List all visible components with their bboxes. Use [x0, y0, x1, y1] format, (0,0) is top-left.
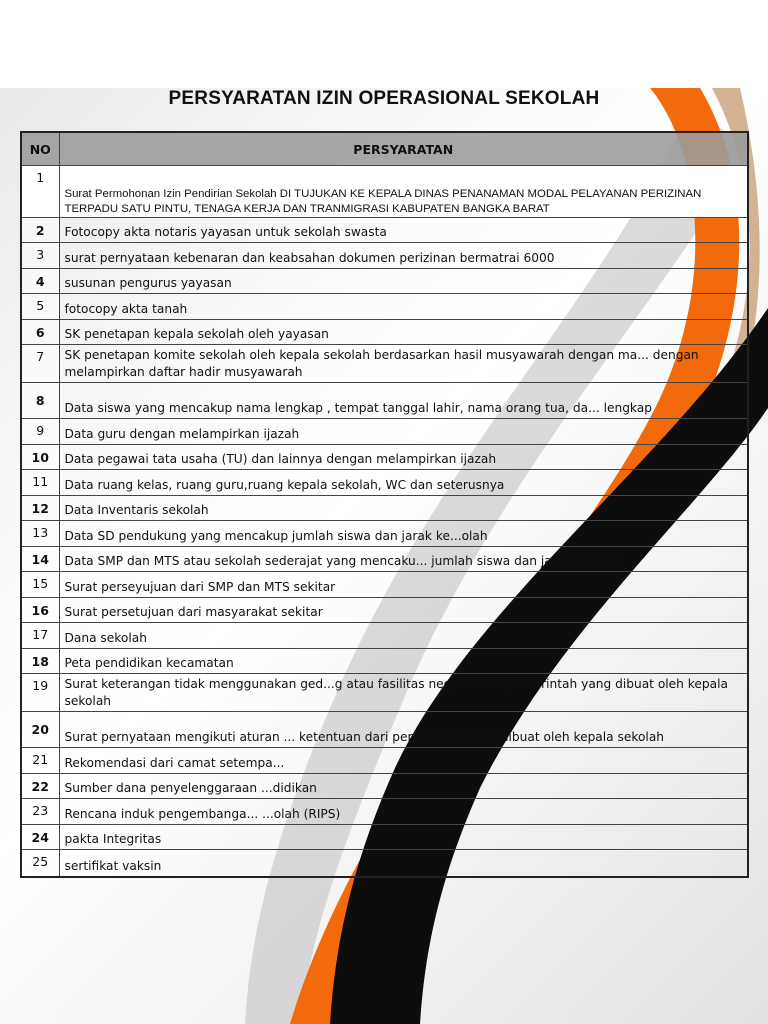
table-row — [21, 294, 748, 320]
table-row — [21, 572, 748, 598]
row-requirement: Surat persetujuan dari masyarakat sekitar — [59, 598, 748, 623]
row-requirement: Surat perseyujuan dari SMP dan MTS sekitar — [59, 572, 748, 598]
row-requirement: Data SMP dan MTS atau sekolah sederajat yang mencaku... jumlah siswa dan jarak sekolah — [59, 547, 748, 572]
table-row — [21, 623, 748, 649]
table-row — [21, 345, 748, 383]
row-number: 13 — [21, 521, 59, 547]
row-requirement: Fotocopy akta notaris yayasan untuk sekolah swasta — [59, 218, 748, 243]
row-requirement: sertifikat vaksin — [59, 850, 748, 877]
table-row — [21, 799, 748, 825]
row-number: 22 — [21, 774, 59, 799]
table-row — [21, 825, 748, 850]
row-number: 25 — [21, 850, 59, 877]
row-number: 8 — [21, 383, 59, 419]
table-row — [21, 547, 748, 572]
row-number: 18 — [21, 649, 59, 674]
row-requirement: susunan pengurus yayasan — [59, 269, 748, 294]
row-requirement: Dana sekolah — [59, 623, 748, 649]
row-number: 3 — [21, 243, 59, 269]
row-requirement: Peta pendidikan kecamatan — [59, 649, 748, 674]
table-row — [21, 748, 748, 774]
table-header-row — [21, 132, 748, 166]
row-number: 19 — [21, 674, 59, 712]
row-number: 4 — [21, 269, 59, 294]
requirements-table — [20, 131, 749, 878]
row-requirement: Rencana induk pengembanga... ...olah (RIPS) — [59, 799, 748, 825]
header-requirement: PERSYARATAN — [59, 132, 748, 166]
row-requirement: Surat keterangan tidak menggunakan ged...g atau fasilitas negara atau pemerintah yang dibuat oleh kepala sekolah — [59, 674, 748, 712]
table-row — [21, 496, 748, 521]
table-row — [21, 521, 748, 547]
row-requirement: surat pernyataan kebenaran dan keabsahan dokumen perizinan bermatrai 6000 — [59, 243, 748, 269]
row-requirement: Data Inventaris sekolah — [59, 496, 748, 521]
row-number: 9 — [21, 419, 59, 445]
table-row — [21, 598, 748, 623]
table-row — [21, 383, 748, 419]
row-requirement: Rekomendasi dari camat setempa... — [59, 748, 748, 774]
row-requirement: fotocopy akta tanah — [59, 294, 748, 320]
table-row — [21, 269, 748, 294]
row-requirement: Surat pernyataan mengikuti aturan ... ketentuan dari pemerintah yang dibuat oleh kepala sekolah — [59, 712, 748, 748]
row-number: 1 — [21, 166, 59, 218]
row-requirement: Data guru dengan melampirkan ijazah — [59, 419, 748, 445]
table-row — [21, 166, 748, 218]
table-row — [21, 850, 748, 877]
row-number: 10 — [21, 445, 59, 470]
row-requirement: Data ruang kelas, ruang guru,ruang kepala sekolah, WC dan seterusnya — [59, 470, 748, 496]
table-row — [21, 445, 748, 470]
row-number: 21 — [21, 748, 59, 774]
row-number: 24 — [21, 825, 59, 850]
row-requirement: SK penetapan komite sekolah oleh kepala sekolah berdasarkan hasil musyawarah dengan ma... dengan melampirkan daftar hadir musyawarah — [59, 345, 748, 383]
row-number: 23 — [21, 799, 59, 825]
row-number: 2 — [21, 218, 59, 243]
row-number: 12 — [21, 496, 59, 521]
row-requirement: Surat Permohonan Izin Pendirian Sekolah DI TUJUKAN KE KEPALA DINAS PENANAMAN MODAL PELAYANAN PERIZINAN TERPADU SATU PINTU, TENAGA KERJA DAN TRANMIGRASI KABUPATEN BANGKA BARAT — [59, 166, 748, 218]
row-number: 5 — [21, 294, 59, 320]
row-requirement: SK penetapan kepala sekolah oleh yayasan — [59, 320, 748, 345]
row-number: 6 — [21, 320, 59, 345]
table-row — [21, 674, 748, 712]
table-row — [21, 243, 748, 269]
row-number: 7 — [21, 345, 59, 383]
table-row — [21, 419, 748, 445]
row-requirement: pakta Integritas — [59, 825, 748, 850]
table-row — [21, 774, 748, 799]
row-number: 11 — [21, 470, 59, 496]
table-row — [21, 470, 748, 496]
table-row — [21, 218, 748, 243]
row-number: 17 — [21, 623, 59, 649]
row-requirement: Data siswa yang mencakup nama lengkap , tempat tanggal lahir, nama orang tua, da... lengkap — [59, 383, 748, 419]
table-row — [21, 712, 748, 748]
table-row — [21, 649, 748, 674]
row-requirement: Sumber dana penyelenggaraan ...didikan — [59, 774, 748, 799]
page-title: PERSYARATAN IZIN OPERASIONAL SEKOLAH — [168, 88, 600, 109]
row-number: 16 — [21, 598, 59, 623]
row-requirement: Data pegawai tata usaha (TU) dan lainnya dengan melampirkan ijazah — [59, 445, 748, 470]
row-number: 20 — [21, 712, 59, 748]
row-number: 15 — [21, 572, 59, 598]
row-number: 14 — [21, 547, 59, 572]
table-row — [21, 320, 748, 345]
header-no: NO — [21, 132, 59, 166]
row-requirement: Data SD pendukung yang mencakup jumlah siswa dan jarak ke...olah — [59, 521, 748, 547]
